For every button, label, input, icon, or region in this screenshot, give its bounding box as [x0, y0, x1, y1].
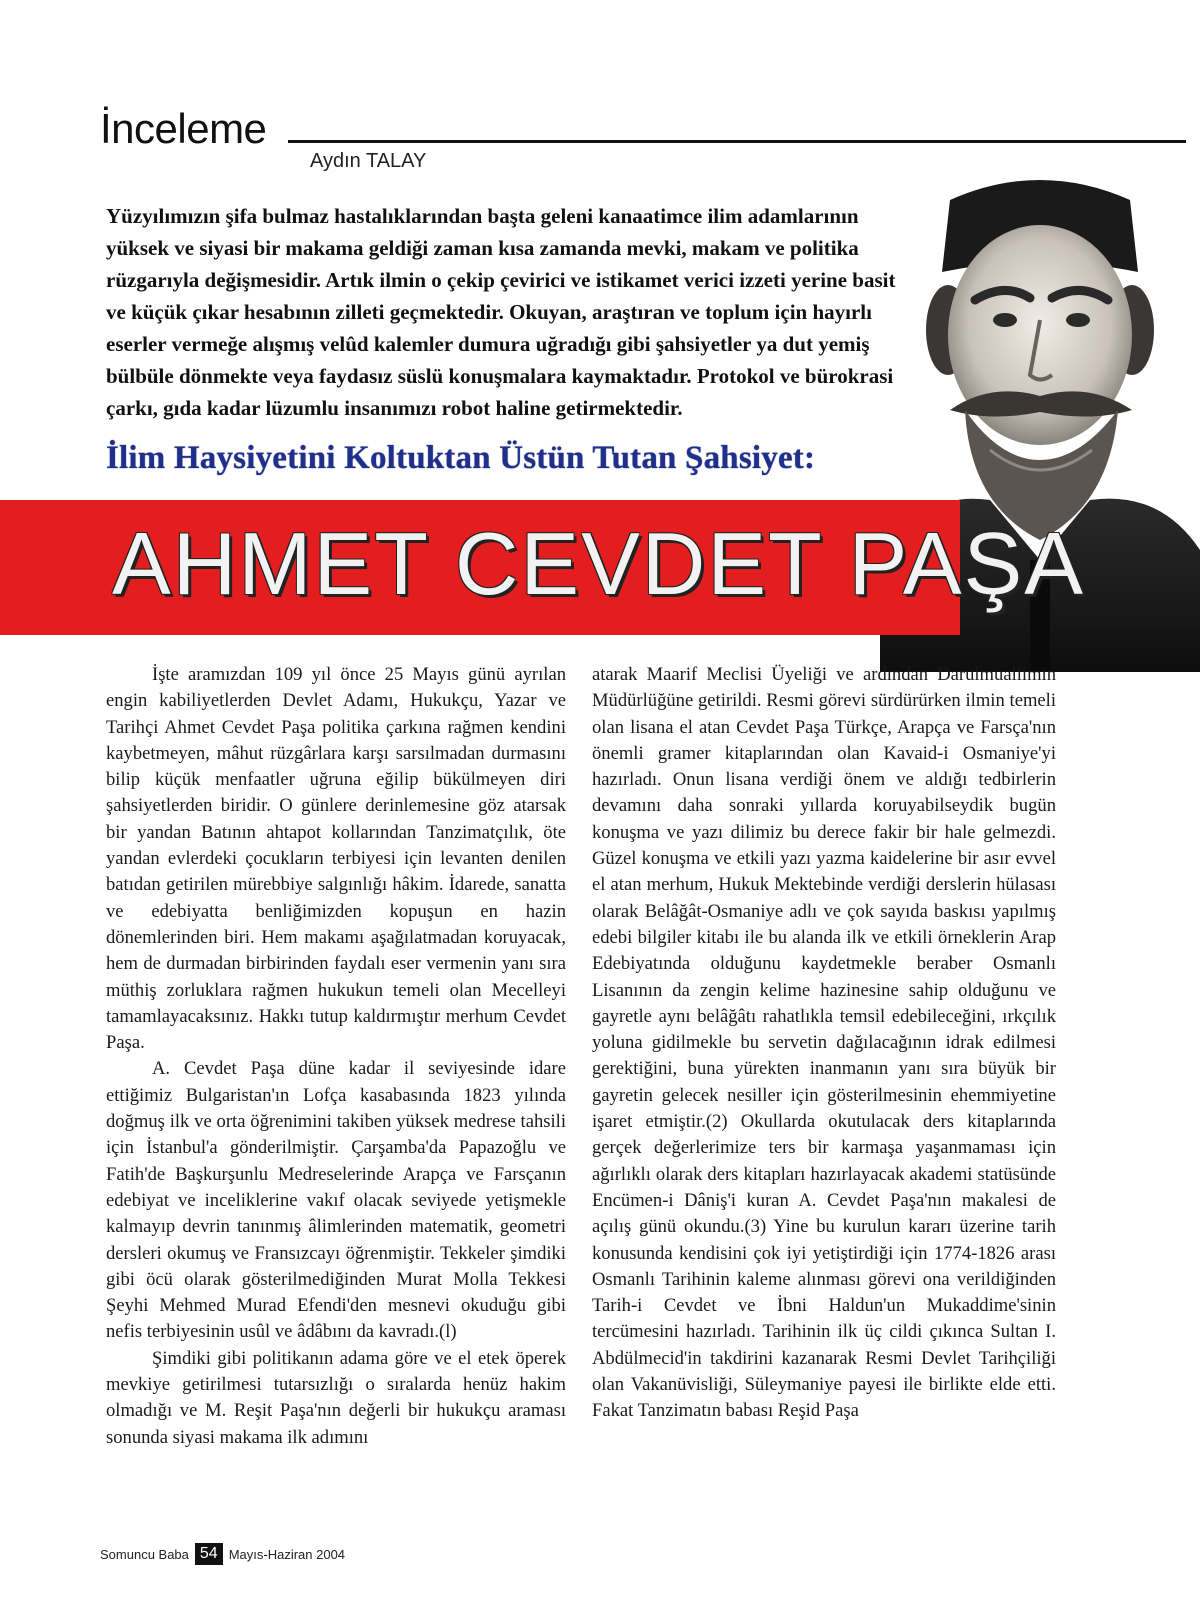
page-footer	[100, 1542, 345, 1566]
magazine-name: Somuncu Baba	[100, 1546, 189, 1562]
intro-paragraph: Yüzyılımızın şifa bulmaz hastalıklarından başta geleni kanaatimce ilim adamlarının yüksek ve siyasi bir makama geldiği zaman kısa zamanda mevki, makam ve politika rüzgarıyla değişmesidir. Artık ilmin o çekip çevirici ve istikamet verici izzeti yerine basit ve küçük çıkar hesabının zilleti geçmektedir. Okuyan, araştıran ve toplum için hayırlı eserler vermeğe alışmış velûd kalemler dumura uğradığı gibi şahsiyetler ya dut yemiş bülbüle dönmekte veya faydasız süslü konuşmalara kaymaktadır. Protokol ve bürokrasi çarkı, gıda kadar lüzumlu insanımızı robot haline getirmektedir.	[106, 204, 896, 420]
author-name: Aydın TALAY	[310, 150, 427, 172]
main-title: AHMET CEVDET PAŞA	[112, 514, 1085, 613]
page-number: 54	[195, 1543, 223, 1565]
section-rule	[288, 140, 1186, 143]
body-paragraph: İşte aramızdan 109 yıl önce 25 Mayıs günü ayrılan engin kabiliyetlerden Devlet Adamı, Hukukçu, Yazar ve Tarihçi Ahmet Cevdet Paşa politika çarkına rağmen kendini kaybetmeyen, mâhut rüzgârlara karşı sarsılmadan durmasını bilip küçük menfaatler uğruna eğilip bükülmeyen diri şahsiyetlerden biridir. O günlere derinlemesine göz atarsak bir yandan Batının ahtapot kollarından Tanzimatçılık, öte yandan evlerdeki çocukların terbiyesi için levanten denilen batıdan getirilen mürebbiye salgınlığı hâkim. İdarede, sanatta ve edebiyatta benliğimizden kopuşun en hazin dönemlerinden biri. Hem makamı aşağılatmadan koruyacak, hem de durmadan birbirinden faydalı eser vermenin yanı sıra müthiş zorluklara rağmen hukukun temeli olan Mecelleyi tamamlayacaksınız. Hakkı tutup kaldırmıştır merhum Cevdet Paşa.	[106, 664, 566, 1054]
body-paragraph: atarak Maarif Meclisi Üyeliği ve ardından Darülmuallimin Müdürlüğüne getirildi. Resmi görevi sürdürürken ilmin temeli olan lisana el atan Cevdet Paşa Türkçe, Arapça ve Farsça'nın önemli gramer kitaplarından olan Kavaid-i Osmaniye'yi hazırladı. Onun lisana verdiği önem ve aldığı tedbirlerin devamını daha sonraki yıllarda koruyabilseydik bugün konuşma ve yazı dilimiz bu derece fakir bir hale gelmezdi. Güzel konuşma ve etkili yazı yazma kaidelerine bir asır evvel el atan merhum, Hukuk Mektebinde verdiği derslerin hülasası olarak Belâğât-Osmaniye adlı ve çok sayıda baskısı yapılmış edebi bilgiler kitabı ile bu alanda ilk ve etkili örneklerin Arap Edebiyatında olduğunu kaydetmekle beraber Osmanlı Lisanının da zengin kelime hazinesine sahip olduğunu ve gayretle aynı belâğâtı rahatlıkla temsil edebileceğini, ırkçılık yoluna gidilmekle bu servetin dağılacağının idrak edilmesi gerektiğini, buna yürekten inanmanın yanı sıra büyük bir gayretin gelecek nesiller için gösterilmesinin ehemmiyetine işaret etmiştir.(2) Okullarda okutulacak ders kitaplarında gerçek değerlerimize ters bir karmaşa yaşanmaması için ağırlıklı olarak ders kitapları hazırlayacak akademi statüsünde Encümen-i Dâniş'i kuran A. Cevdet Paşa'nın makalesi de açılış günü okundu.(3) Yine bu kurulun kararı üzerine tarih konusunda kendisini çok iyi yetiştirdiği için 1774-1826 arası Osmanlı Tarihinin kaleme alınması görevi ona verildiğinden Tarih-i Cevdet ve İbni Haldun'un Mukaddime'sinin tercümesini hazırladı. Tarihinin ilk üç cildi çıkınca Sultan I. Abdülmecid'in takdirini kazanarak Resmi Devlet Tarihçiliği olan Vakanüvisliği, Süleymaniye payesi ile birlikte elde etti. Fakat Tanzimatın babası Reşid Paşa	[592, 664, 1056, 1422]
body-column-right	[592, 662, 1056, 1425]
section-label: İnceleme	[100, 105, 267, 152]
body-paragraph: Şimdiki gibi politikanın adama göre ve el etek öperek mevkiye getirilmesi tutarsızlığı o sıralarda henüz hakim olmadığı ve M. Reşit Paşa'nın değerli bir hukukçu araması sonunda siyasi makama ilk adımını	[106, 1347, 566, 1448]
issue-date: Mayıs-Haziran 2004	[228, 1546, 346, 1562]
subtitle: İlim Haysiyetini Koltuktan Üstün Tutan Şahsiyet:	[106, 440, 816, 476]
body-column-left	[106, 662, 566, 1451]
body-paragraph: A. Cevdet Paşa düne kadar il seviyesinde idare ettiğimiz Bulgaristan'ın Lofça kasabasında 1823 yılında doğmuş ilk ve orta öğrenimini takiben yüksek medrese tahsili için İstanbul'a gönderilmiştir. Çarşamba'da Papazoğlu ve Fatih'de Başkurşunlu Medreselerinde Arapça ve Farsçanın edebiyat ve inceliklerine vakıf olacak seviyede yetişmekle kalmayıp devrin tanınmış âlimlerinden matematik, geometri dersleri okumuş ve Fransızcayı öğrenmiştir. Tekkeler şimdiki gibi öcü olarak gösterilmediğinden Murat Molla Tekkesi Şeyhi Mehmed Murad Efendi'den mesnevi okuduğu gibi nefis terbiyesinin usûl ve âdâbını da kavradı.(l)	[106, 1058, 566, 1343]
